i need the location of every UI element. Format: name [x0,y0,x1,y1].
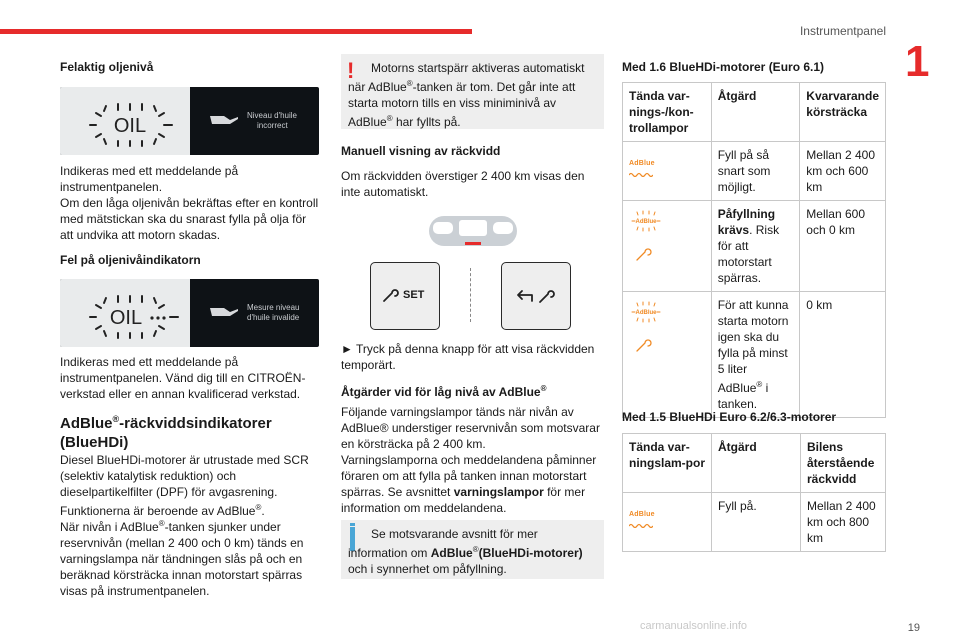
warning-callout [341,54,604,129]
press-instruction: ► Tryck på denna knapp för att visa räckvidden temporärt. [341,342,595,372]
manual-range-text: Om räckvidden överstiger 2 400 km visas den inte automatiskt. [341,169,585,199]
oil-level-display [60,87,319,155]
oil-level-message-panel [189,87,319,155]
table-header-cell: Tända var-nings-/kon-trollampor [623,83,712,142]
oil-level-message: Niveau d'huile incorrect [247,111,298,130]
table-row [623,292,886,418]
table-header-row [623,83,886,142]
button-divider [470,268,471,322]
manual-range-title: Manuell visning av räckvidd [341,144,501,158]
low-level-text-2: Varningslamporna och meddelandena påminner föraren om att fylla på tanken innan motorstart spärras. Se avsnittet varningslampor för mer information om meddelandena. [341,453,597,515]
oil-sensor-fault-icon [76,293,192,339]
svg-text:AdBlue: AdBlue [635,219,657,225]
table-cell: Mellan 600 och 0 km [800,201,886,292]
set-button[interactable] [370,262,440,330]
table-cell: För att kunna starta motorn igen ska du fylla på minst 5 liter AdBlue® i tanken. [711,292,800,418]
set-button-label: SET [403,289,425,301]
watermark: carmanualsonline.info [640,620,748,632]
info-callout [341,520,604,579]
section-title: Instrumentpanel [799,24,886,38]
oil-sensor-message-panel [189,279,319,347]
info-callout-text: Se motsvarande avsnitt för mer information om AdBlue®(BlueHDi-motorer) och i synnerhet om påfyllning. [348,527,583,576]
header-accent-bar [0,29,472,34]
oil-warning-icon [76,101,192,147]
warning-callout-text: Motorns startspärr aktiveras automatiskt när AdBlue®-tanken är tom. Det går inte att starta motorn tills en viss miniminivå av AdBlue® har fyllts på. [348,61,585,129]
chapter-number: 1 [905,37,930,86]
oil-sensor-title: Fel på oljenivåindikatorn [60,253,201,267]
oil-sensor-message: Mesure niveau d'huile invalide [247,303,300,322]
adblue-blinking-icon [629,301,661,357]
oil-can-icon [206,304,240,318]
adblue-wave-icon [629,172,653,177]
oil-level-text-2: Om den låga oljenivån bekräftas efter en kontroll med mätstickan ska du snarast fylla på olja för att undvika att motorn skadas. [60,196,319,242]
adblue-icon: AdBlue [629,153,705,177]
table-header-cell: Åtgärd [711,83,800,142]
euro62-title: Med 1.5 BlueHDi Euro 6.2/6.3-motorer [622,410,837,424]
adblue-warning-icon-cell [623,292,712,418]
wrench-icon [381,289,399,303]
warning-exclamation-icon: ! [347,58,355,83]
table-header-cell: Kvarvarande körsträcka [800,83,886,142]
table-header-cell: Åtgärd [712,434,801,493]
table-cell: Mellan 2 400 km och 600 km [800,142,886,201]
oil-sensor-display [60,279,319,347]
oil-level-text: Indikeras med ett meddelande på instrumentpanelen. [60,164,239,194]
adblue-warning-icon-cell [623,201,712,292]
table-cell: Mellan 2 400 km och 800 km [801,493,886,552]
low-level-title: Åtgärder vid för låg nivå av AdBlue® [341,384,547,399]
low-level-text: Följande varningslampor tänds när nivån av AdBlue® understiger reservnivån som motsvarar en körsträcka på 2 400 km. [341,405,600,451]
table-header-cell: Tända var-ningslam-por [623,434,712,493]
instrument-cluster-icon [427,212,519,252]
adblue-warning-icon-cell [623,142,712,201]
table-cell: Fyll på så snart som möjligt. [711,142,800,201]
oil-can-icon [206,112,240,126]
svg-text:OIL: OIL [113,115,147,137]
svg-text:AdBlue: AdBlue [635,310,657,316]
return-button[interactable] [501,262,571,330]
page-number: 19 [907,622,920,634]
table-header-cell: Bilens återstående räckvidd [801,434,886,493]
adblue-warning-icon-cell [623,493,712,552]
adblue-blinking-icon [629,210,661,266]
euro61-title: Med 1.6 BlueHDi-motorer (Euro 6.1) [622,60,825,74]
oil-level-title: Felaktig oljenivå [60,60,154,74]
table-row [623,142,886,201]
svg-text:OIL: OIL [109,307,143,329]
table-row [623,201,886,292]
adblue-paragraph-2: När nivån i AdBlue®-tanken sjunker under reservnivån (mellan 2 400 och 0 km) tänds en varningslampa när tändningen slås på och en beräknad körsträcka innan motorstart spärras visas på instrumentpanelen. [60,519,304,598]
return-wrench-icon [514,287,560,305]
adblue-wave-icon [629,523,653,528]
table-header-row [623,434,886,493]
euro62-table [622,433,886,552]
table-cell: Påfyllning krävs. Risk för att motorstart spärras. [711,201,800,292]
oil-sensor-text: Indikeras med ett meddelande på instrumentpanelen. Vänd dig till en CITROËN-verkstad eller en annan kvalificerad verkstad. [60,355,306,401]
table-cell: Fyll på. [712,493,801,552]
adblue-section-title: AdBlue®-räckviddsindikatorer (BlueHDi) [60,414,272,451]
adblue-icon: AdBlue [629,504,705,528]
table-cell: 0 km [800,292,886,418]
table-row [623,493,886,552]
adblue-paragraph-1: Diesel BlueHDi-motorer är utrustade med SCR (selektiv katalytisk reduktion) och dieselpartikelfilter (DPF) för avgasrening. Funktionerna är beroende av AdBlue®. [60,453,309,518]
euro61-table [622,82,886,418]
